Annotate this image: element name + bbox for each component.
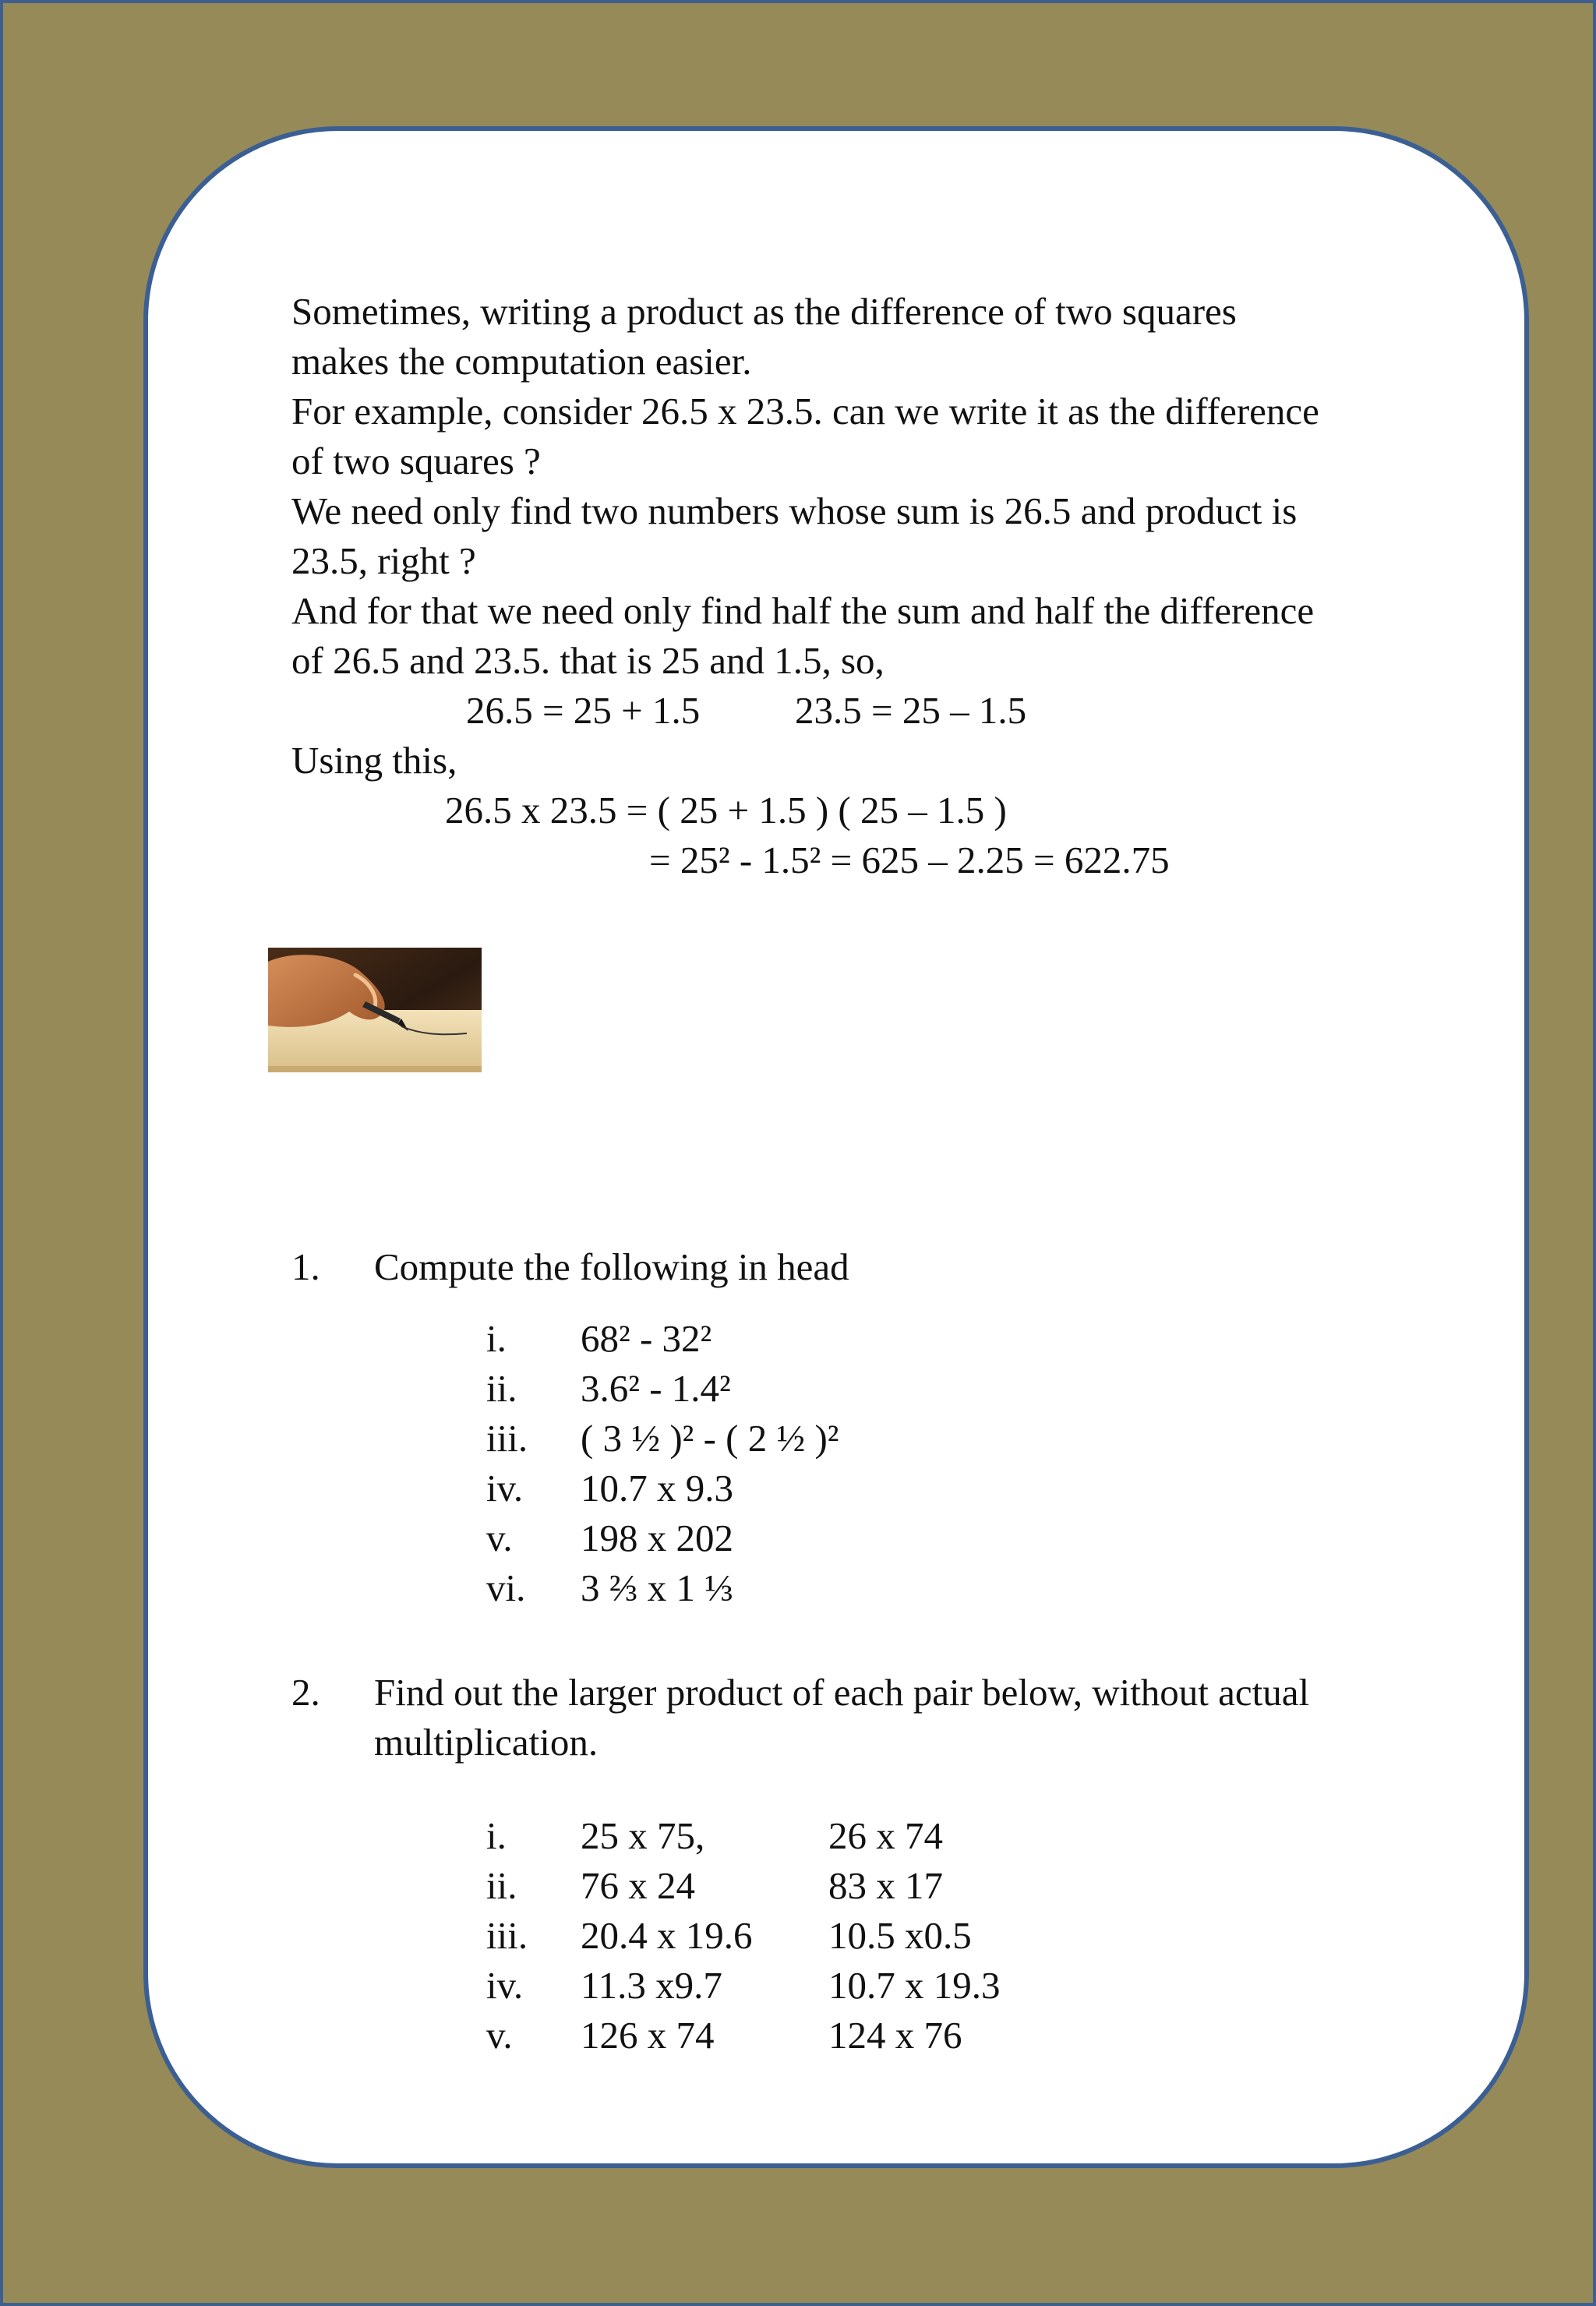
exercise-2-item-2-numeral: ii. xyxy=(486,1864,517,1907)
exercise-2-item-3-numeral: iii. xyxy=(486,1914,528,1957)
exercise-1-item-4-numeral: iv. xyxy=(486,1467,524,1510)
exercise-2-item-3-a: 20.4 x 19.6 xyxy=(581,1914,753,1957)
exercise-2-item-1-numeral: i. xyxy=(486,1814,507,1857)
exercise-1-number: 1. xyxy=(291,1245,320,1288)
intro-line-2: makes the computation easier. xyxy=(291,340,752,383)
intro-line-5: We need only find two numbers whose sum is 26.5 and product is xyxy=(291,489,1298,532)
worksheet-content xyxy=(148,131,1524,2163)
exercise-2-item-2-a: 76 x 24 xyxy=(581,1864,695,1907)
exercise-2-title-line-1: Find out the larger product of each pair below, without actual xyxy=(374,1671,1310,1714)
exercise-1-item-5-numeral: v. xyxy=(486,1517,513,1559)
intro-line-7: And for that we need only find half the sum and half the difference xyxy=(291,589,1315,632)
exercise-1-item-2: 3.6² - 1.4² xyxy=(581,1367,731,1410)
exercise-2-title-line-2: multiplication. xyxy=(374,1721,598,1764)
equation-1: 26.5 = 25 + 1.5 xyxy=(466,689,701,732)
exercise-2-item-5-numeral: v. xyxy=(486,2014,513,2057)
exercise-1-title: Compute the following in head xyxy=(374,1245,849,1288)
exercise-1-item-3: ( 3 ½ )² - ( 2 ½ )² xyxy=(581,1417,839,1460)
exercise-2-item-5-b: 124 x 76 xyxy=(828,2014,962,2057)
exercise-1-item-1: 68² - 32² xyxy=(581,1317,712,1360)
equation-2: 23.5 = 25 – 1.5 xyxy=(795,689,1027,732)
exercise-1-item-2-numeral: ii. xyxy=(486,1367,517,1410)
using-text: Using this, xyxy=(291,739,457,782)
exercise-1-item-3-numeral: iii. xyxy=(486,1417,528,1460)
intro-line-1: Sometimes, writing a product as the difference of two squares xyxy=(291,290,1237,333)
exercise-1-item-4: 10.7 x 9.3 xyxy=(581,1467,733,1510)
intro-line-8: of 26.5 and 23.5. that is 25 and 1.5, so, xyxy=(291,639,885,682)
exercise-2-item-4-a: 11.3 x9.7 xyxy=(581,1964,722,2007)
content-card xyxy=(143,126,1529,2168)
intro-line-6: 23.5, right ? xyxy=(291,539,476,582)
writing-hand-icon xyxy=(268,948,482,1072)
product-line-2: = 25² - 1.5² = 625 – 2.25 = 622.75 xyxy=(649,839,1170,881)
exercise-2-item-1-a: 25 x 75, xyxy=(581,1814,705,1857)
exercise-2-item-3-b: 10.5 x0.5 xyxy=(828,1914,972,1957)
intro-line-3: For example, consider 26.5 x 23.5. can we write it as the difference xyxy=(291,390,1319,433)
exercise-2-item-5-a: 126 x 74 xyxy=(581,2014,715,2057)
exercise-2-item-4-numeral: iv. xyxy=(486,1964,524,2007)
product-line-1: 26.5 x 23.5 = ( 25 + 1.5 ) ( 25 – 1.5 ) xyxy=(445,789,1007,832)
intro-line-4: of two squares ? xyxy=(291,440,541,482)
exercise-1-item-6-numeral: vi. xyxy=(486,1566,526,1609)
exercise-1-item-5: 198 x 202 xyxy=(581,1517,733,1559)
exercise-2-item-2-b: 83 x 17 xyxy=(828,1864,943,1907)
exercise-1-item-1-numeral: i. xyxy=(486,1317,507,1360)
exercise-2-number: 2. xyxy=(291,1671,320,1714)
exercise-1-item-6: 3 ⅔ x 1 ⅓ xyxy=(581,1566,733,1609)
exercise-2-item-4-b: 10.7 x 19.3 xyxy=(828,1964,1001,2007)
exercise-2-item-1-b: 26 x 74 xyxy=(828,1814,943,1857)
